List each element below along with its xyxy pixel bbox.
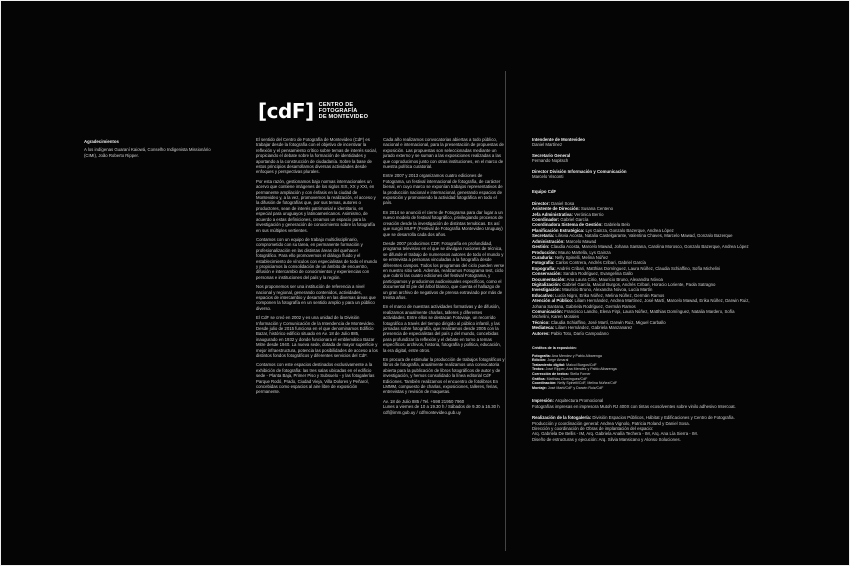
logo-mark: [cdF] xyxy=(258,99,314,123)
staff-names: Ana Laura Cirio, Mauricio Bruno, Alexandra Nóvoa xyxy=(566,276,663,282)
logo-line: DE MONTEVIDEO xyxy=(318,114,369,121)
credit-role: Fotografía: xyxy=(532,353,551,358)
staff-names: Sandra Rodríguez, Evangelina Gallo xyxy=(563,271,633,277)
credit-names: Jorge Amaral xyxy=(547,358,569,363)
staff-names: Carlos Contrera, Andrés Cribari, Gabriel García xyxy=(555,260,646,266)
staff-role: Director: xyxy=(532,200,550,206)
staff-list xyxy=(532,201,752,336)
credit-names: José Martí/CdF y Darwin Ruiz/CdF xyxy=(547,385,604,390)
staff-role: Expografía: xyxy=(532,265,556,271)
paragraph: Entre 2007 y 2013 organizamos cuatro ediciones de Fotograma, un festival internacional de fotografía, de carácter bienal, en cuyo marco se exponían trabajos representativos de la producción nacional e internacional, generando espacios de exposición y promoviendo la actividad fotográfica en todo el país. xyxy=(383,173,503,206)
credit-role: Corrección de textos: xyxy=(532,371,569,376)
staff-names: Marcelo Mawad xyxy=(565,238,597,244)
acknowledgements-text: A los indígenas Guaraní Kaiowá, Conselho Indigenista Missionário (CIMI), João Roberto Ripper. xyxy=(84,147,211,158)
staff-names: Gabriel García xyxy=(560,217,589,223)
staff-role: Asistente de Dirección: xyxy=(532,206,580,212)
authority-name: Daniel Martínez xyxy=(532,142,563,148)
staff-names: Mauricio Bruno, Alexandra Nóvoa, Lucía Martín xyxy=(562,287,653,293)
staff-names: Liliam Hernández, Gabriela Manzanarez xyxy=(555,325,633,331)
staff-names: Liliam Hernández, Andrea Martínez, José Martí, Marcelo Mawad, Erika Núñez, Darwin Ruiz, Johana Santana, Gabriela Rodríguez, Germán Ramos xyxy=(532,298,750,309)
realization-lines: Producción y coordinación general: Andrea Vignolo, Patricia Roland y Daniel Sosa. Dirección y coordinación de Obras de implantación del espacio: Arq. Gabriela De Bellis - IM, Arq. Gabriela Analía Techera - IM, Arq. Ana Lía Sierra - IM. Diseño de estructuras y ejecución: Arq. Silvia Mansicano y Alonso Soluciones. xyxy=(532,420,698,442)
staff-names: Lys Gainza, Gonzalo Bazerque, Andrea López xyxy=(585,227,674,233)
credit-role: Montaje: xyxy=(532,385,547,390)
authority-entry xyxy=(532,169,752,180)
staff-role: Administración: xyxy=(532,238,565,244)
paragraph: Desde 2007 producimos CDF, Fotografía en profundidad, programa televisivo en el que se divulgan nociones de técnica, se difunde el trabajo de numerosos autores de todo el mundo y se entrevista a personas vinculadas a la fotografía desde diferentes campos. Todos los programas del ciclo pueden verse en nuestro sitio web. Además, realizamos Fotograma test, ciclo que cubrió las cuatro ediciones del festival Fotograma, y participamos y producimos audiovisuales específicos, como el documental El pie del árbol blanco, que cuenta el hallazgo de un gran archivo de negativos de prensa extraviado por más de treinta años. xyxy=(383,240,505,300)
cdf-logo xyxy=(258,101,368,121)
staff-role: Fotografía: xyxy=(532,260,555,266)
acknowledgements-title: Agradecimientos xyxy=(84,139,119,144)
staff-role: Autores: xyxy=(532,330,550,336)
paragraph: Cada año realizamos convocatorias abiertas a todo público, nacional e internacional, para la presentación de propuestas de exposición. Las propuestas son seleccionadas mediante un jurado externo y se suman a las exposiciones realizadas a las que coproducimos junto con otras instituciones, en el marco de nuestra política curatorial. xyxy=(383,137,504,170)
credit-names: Maicol Burgos/CdF xyxy=(566,362,597,367)
paragraph: Nos proponemos ser una institución de referencia a nivel nacional y regional, generando contenidos, actividades, espacios de intercambio y desarrollo en las diversas áreas que componen la fotografía en un sentido amplio y para un público diverso. xyxy=(256,284,376,311)
staff-role: Digitalización: xyxy=(532,281,562,287)
page-fold-divider xyxy=(505,71,506,551)
staff-names: Gabriel García, Maicol Burgos, Andrés Cribari, Horacio Loriente, Paola Satragno xyxy=(562,281,716,287)
staff-role: Gestión: xyxy=(532,244,550,250)
credit-role: Gráfica: xyxy=(532,376,546,381)
staff-role: Planificación Estratégica: xyxy=(532,227,585,233)
staff-role: Coordinadora Sistema de Gestión: xyxy=(532,222,603,228)
impression-role: Impresión: xyxy=(532,398,554,404)
logo-line: CENTRO DE xyxy=(318,101,354,108)
staff-role: Comunicación: xyxy=(532,308,564,314)
credit-role: Coordinación: xyxy=(532,381,557,386)
staff-role: Coordinador: xyxy=(532,217,560,223)
staff-role: Técnico: xyxy=(532,319,550,325)
paragraph: Contamos con un equipo de trabajo multidisciplinario, comprometido con su tarea, en permanente formación y profesionalización en las distintas áreas del quehacer fotográfico. Para ello promovemos el diálogo fluido y el establecimiento de vínculos con especialistas de todo el mundo y propiciamos la consolidación de un ámbito de encuentro, difusión e intercambio de conocimientos y experiencias con personas e instituciones del país y la región. xyxy=(256,236,378,280)
authority-title: Secretario General xyxy=(532,152,571,158)
staff-role: Secretaría: xyxy=(532,233,555,239)
staff-role: Producción: xyxy=(532,249,558,255)
staff-role: Atención al Público: xyxy=(532,298,574,304)
paragraph: Contamos con este espacios destinados exclusivamente a la exhibición de fotografía: las tres salas ubicadas en el edificio sede - Planta Baja, Primer Piso y Subsuelo - y las fotogalerías Parque Rodó, Prado, Ciudad Vieja, Villa Dolores y Peñarol, concebidas como espacios al aire libre de exposición permanente. xyxy=(256,362,375,395)
paragraph: En el marco de nuestras actividades formativas y de difusión, realizamos anualmente charlas, talleres y diferentes actividades. Entre ellos se destacan Fotoviaje, un recorrido fotográfico a través del tiempo dirigido al público infantil, y las jornadas sobre fotografía, que realizamos desde 2005 con la presencia de especialistas del país y del mundo, concebidas para profundizar la reflexión y el debate en torno a temas específicos: archivos, historia, fotografía y política, educación, la era digital, entre otros. xyxy=(383,304,501,353)
staff-names: Nelly Spinelli, Melina Núñez xyxy=(554,254,609,260)
staff-role: Conservación: xyxy=(532,271,562,277)
staff-role: Jefa Administrativa: xyxy=(532,211,573,217)
staff-role: Mediateca: xyxy=(532,325,555,331)
credit-role: Edición: xyxy=(532,358,547,363)
staff-names: Lucía Nigro, Erika Núñez, Melina Núñez, Germán Ramos xyxy=(555,292,665,298)
staff-names: Gabriela Belo xyxy=(603,222,630,228)
staff-role: Curaduría: xyxy=(532,254,554,260)
authority-entry xyxy=(532,137,752,148)
text-column-a xyxy=(256,137,378,399)
realization-role: Realización de la fotogalería: xyxy=(532,415,592,421)
paragraph: En 2014 se anunció el cierre de Fotograma para dar lugar a un nuevo modelo de festival fotográfico, privilegiando procesos de creación desde la investigación de distintas temáticas. Es así que surgió MUFF (Festival de Fotografía Montevideo Uruguay) que se desarrolla cada dos años. xyxy=(383,209,503,237)
credit-line xyxy=(532,386,752,391)
authority-title: Intendente de Montevideo xyxy=(532,137,585,142)
credits-column xyxy=(532,137,752,442)
staff-names: Daniel Sosa xyxy=(551,200,575,206)
logo-line: FOTOGRAFÍA xyxy=(318,107,358,114)
impression-name: Arquitectura Promocional xyxy=(554,398,604,404)
paragraph: Por esta razón, gestionamos bajo normas internacionales un acervo que contiene imágenes de los siglos XIX, XX y XXI, en permanente ampliación y con énfasis en la ciudad de Montevideo y, a la vez, promovemos la realización, el acceso y la difusión de fotografías que, por sus temas, autores o productores, sean de interés patrimonial e identitario, en especial para uruguayos y latinoamericanos. Asimismo, de acuerdo a estas definiciones, creamos un espacio para la investigación y generación de conocimiento sobre la fotografía en sus múltiples vertientes. xyxy=(256,178,376,233)
credit-names: Ana Mendez y Pablo Albarenga xyxy=(551,353,602,358)
acknowledgements-block xyxy=(84,139,224,162)
credit-names: Nelly Spinelli/CdF, Melina Núñez/CdF xyxy=(557,381,618,386)
credits-title: Créditos de la exposición: xyxy=(532,346,577,350)
credit-names: Matthias Domínguez/CdF xyxy=(546,376,588,381)
impression-block xyxy=(532,398,752,409)
staff-line xyxy=(532,309,752,320)
staff-role: Investigación: xyxy=(532,287,561,293)
credit-role: Textos: xyxy=(532,367,545,372)
staff-line xyxy=(532,298,752,309)
paragraph: En procura de estimular la producción de trabajos fotográficos y libros de fotografía, anualmente realizamos una convocatoria abierta para la publicación de libros fotográficos de autor y de investigación, y hemos consolidado la línea editorial CdF Ediciones. También realizamos el encuentro de fotolibros En LMMM, compuesto de charlas, exposiciones, talleres, ferias, entrevistas y revisión de maquetas. xyxy=(383,357,505,395)
staff-names: Lilisvia Acosta, Natalia Castelgarante, Valentina Chaves, Marcelo Mawad, Gonzalo Bazerque xyxy=(555,233,733,239)
exhibition-credits-list xyxy=(532,354,752,391)
credit-names: José Ripper, Ana Mendez y Pablo Albarenga xyxy=(545,367,617,372)
logo-wordmark xyxy=(319,102,369,121)
staff-names: Andrés Cribari, Matthias Domínguez, Laura Núñez, Claudia Schiaffino, Sofía Michelini xyxy=(556,265,721,271)
paragraph: El CdF se creó en 2002 y es una unidad de la División Información y Comunicación de la Intendencia de Montevideo. Desde julio de 2015 funciona en el que denominamos Edificio Bazar, histórico edificio situado en Av. 18 de Julio 885, inaugurado en 1932 y donde funcionara el emblemático Bazar Mitre desde 1940. La nueva sede, dotada de mayor superficie y mejor infraestructura, potencia las posibilidades de acceso a los distintos fondos fotográficos y diferentes servicios del CdF. xyxy=(256,315,378,359)
authority-entry xyxy=(532,153,752,164)
realization-names: División Espacios Públicos, Hábitat y Edificaciones y Centro de Fotografía. xyxy=(592,415,735,421)
staff-role: Documentación: xyxy=(532,276,566,282)
staff-names: Pablo Toto, Darío Campodano xyxy=(550,330,609,336)
staff-names: Francisco Landro, Elena Firpi, Laura Núñez, Matthias Domínguez, Natalia Mardero, Sofía Michelini, Karen Morales xyxy=(532,308,735,320)
document-spread xyxy=(1,1,849,565)
team-title: Equipo CdF xyxy=(532,189,557,195)
credit-role: Tratamiento digital: xyxy=(532,362,566,367)
text-column-b xyxy=(383,137,505,419)
contact-info: Av. 18 de Julio 885 / Tel. +598 21950 7960 Lunes a viernes de 10 a 19.30 h / Sábados de 9.30 a 16.30 h cdf@imm.gub.uy / cdfmontevideo.gub.uy xyxy=(383,398,500,415)
credit-names: Stella Forner xyxy=(569,371,591,376)
authorities-list xyxy=(532,137,752,179)
paragraph: El sentido del Centro de Fotografía de Montevideo (CdF) es trabajar desde la fotografía con el objetivo de incentivar la reflexión y el pensamiento crítico sobre temas de interés social, propiciando el debate sobre la formación de identidades y aportando a la construcción de ciudadanía. Sobre la base de estos principios desarrollamos diversas actividades desde enfoques y perspectivas plurales. xyxy=(256,137,377,175)
authority-name: Fernando Nopitsch xyxy=(532,158,569,164)
staff-names: Mauro Martella, Lys Gainza xyxy=(558,249,611,255)
staff-names: Susana Centeno xyxy=(580,206,613,212)
authority-name: Marcelo Visconti xyxy=(532,174,564,180)
staff-role: Educativo: xyxy=(532,292,554,298)
staff-names: Verónica Berrio xyxy=(574,211,604,217)
staff-names: Claudia Schiaffino, José Martí, Darwin Ruiz, Miguel Carballo xyxy=(550,319,666,325)
impression-detail: Fotografías impresas en impresora Mutoh RJ 400X con tintas ecosolventes sobre vinilo adhesivo Intercoat. xyxy=(532,403,736,409)
authority-title: Director División Información y Comunicación xyxy=(532,168,627,174)
staff-names: Claudia Acosta, Marcelo Mawad, Johana Santana, Carolina Morosco, Gonzalo Bazerque, Andrea López xyxy=(550,244,749,250)
realization-block xyxy=(532,415,752,442)
